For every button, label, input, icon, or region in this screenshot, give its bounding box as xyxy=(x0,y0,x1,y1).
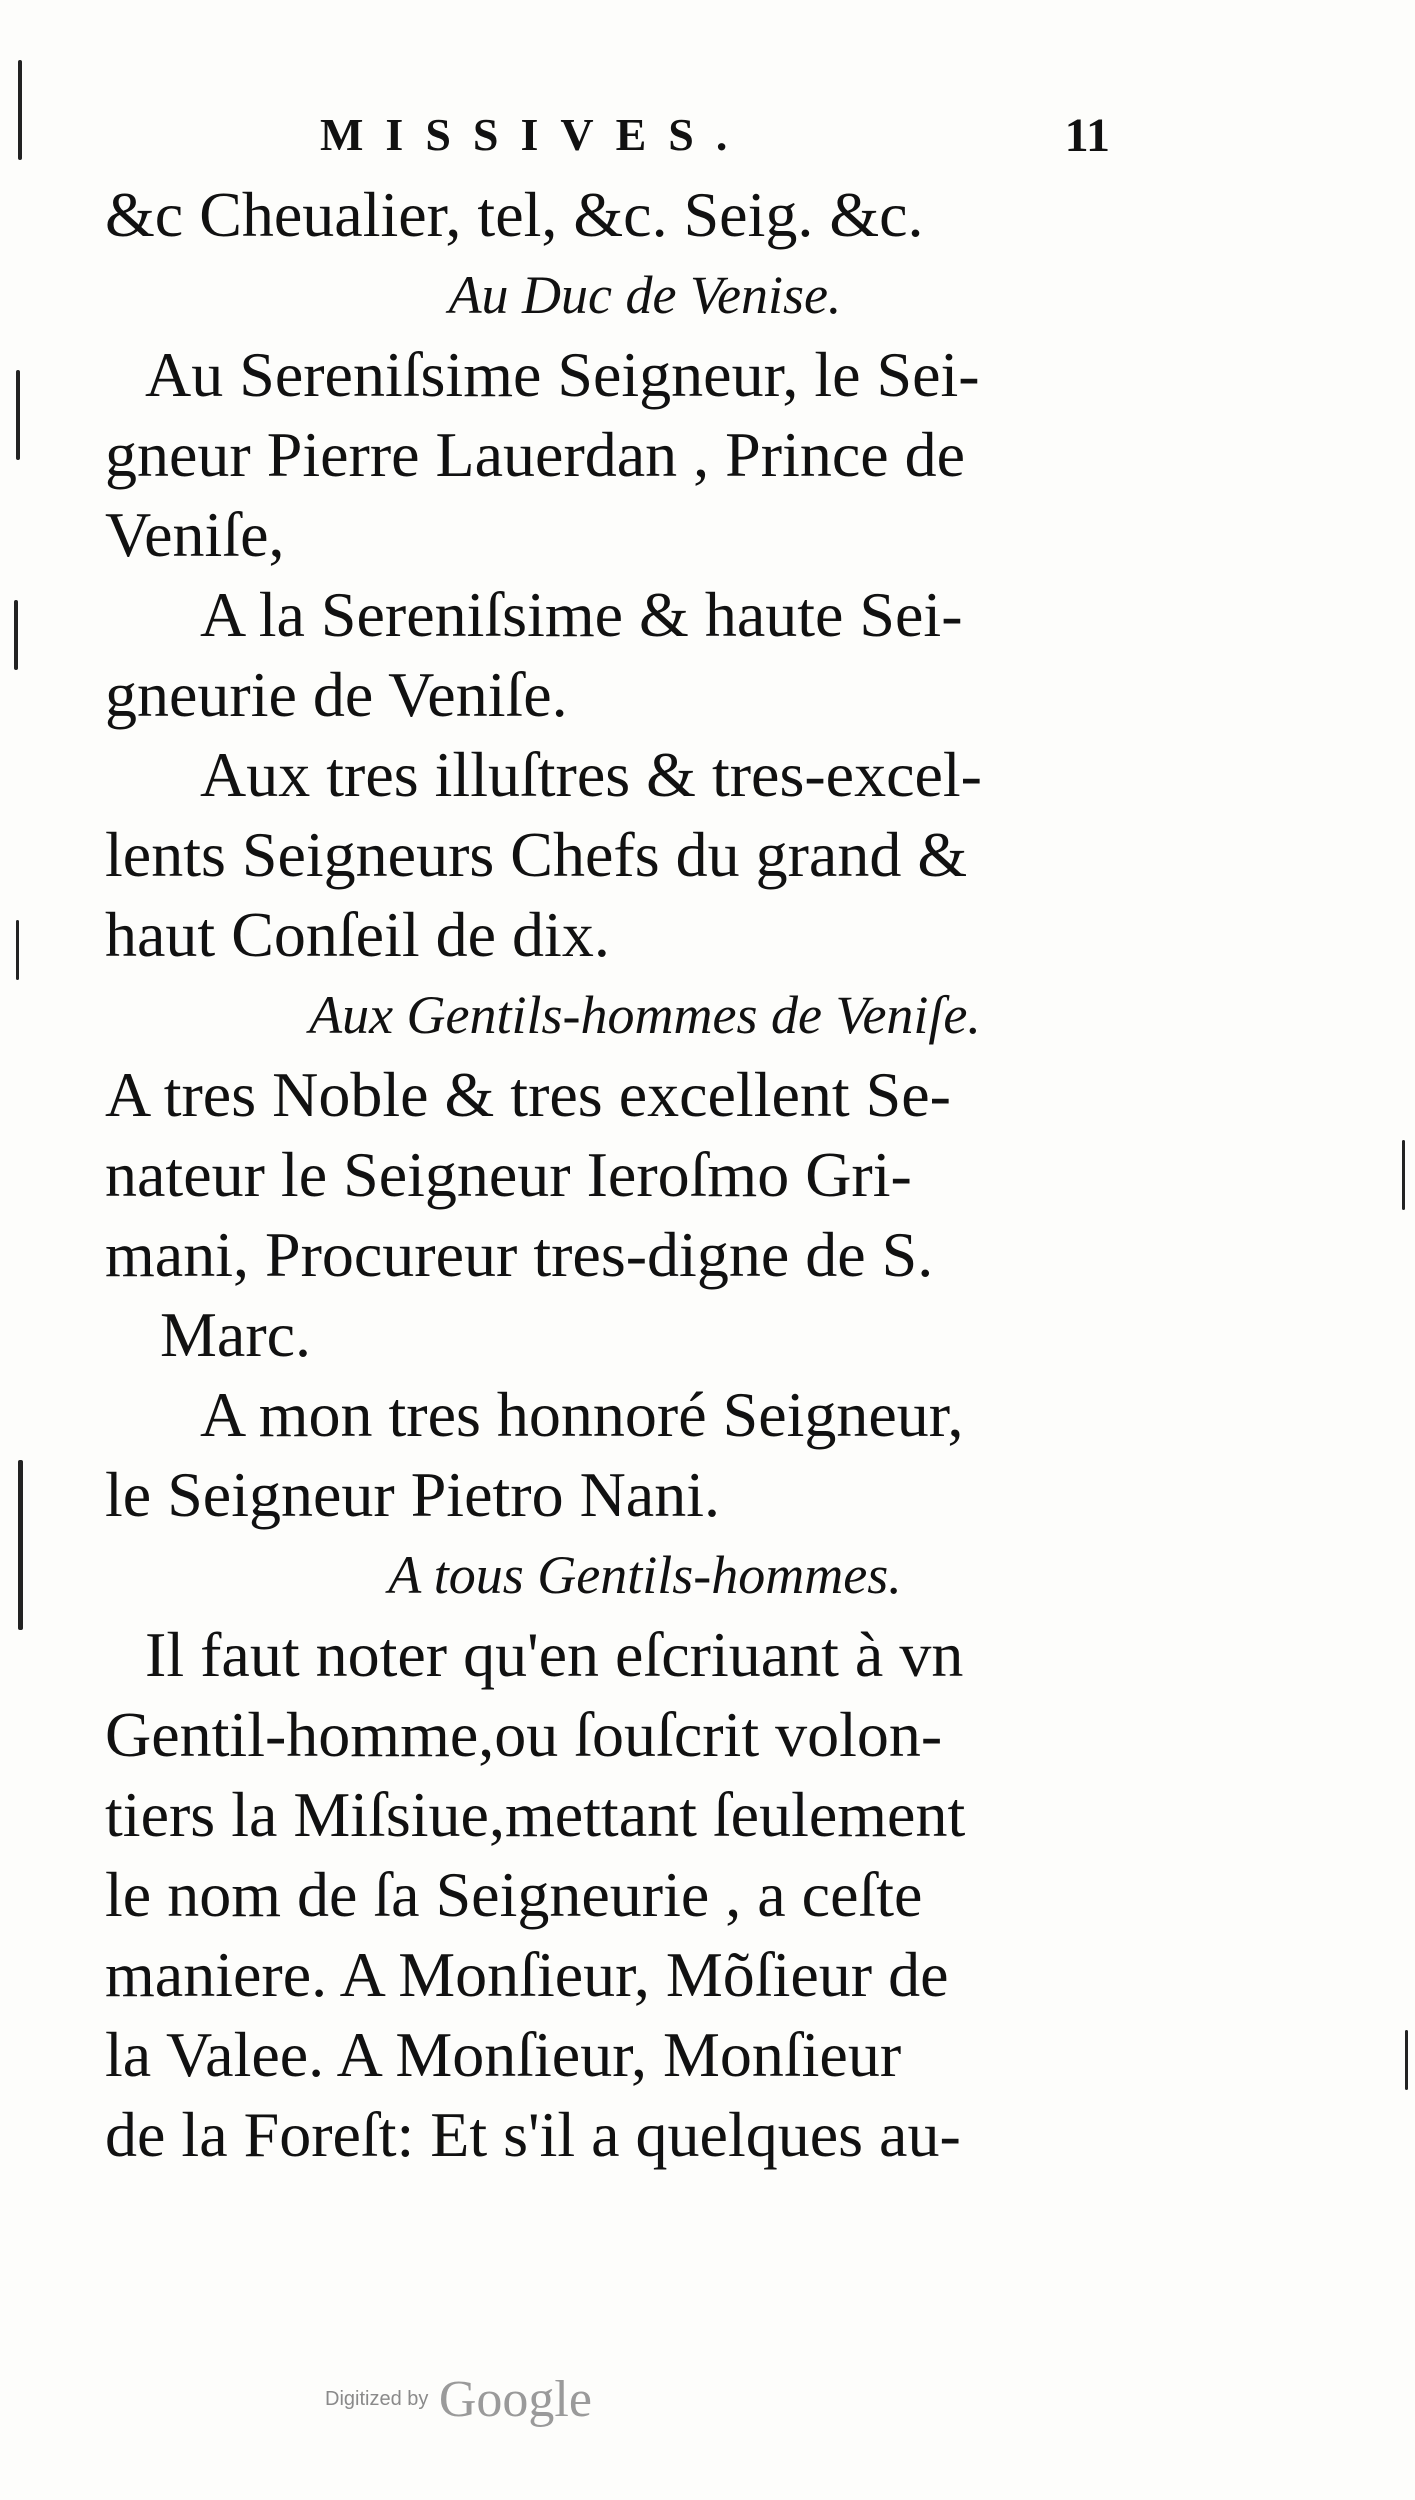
digitized-watermark xyxy=(325,2370,592,2429)
section-heading: Aux Gentils-hommes de Veniſe. xyxy=(309,985,981,1045)
text-line: Au Sereniſsime Seigneur, le Sei- xyxy=(145,339,980,410)
page-body xyxy=(105,175,1105,2175)
text-line: A mon tres honnoré Seigneur, xyxy=(200,1379,964,1450)
text-line: Aux tres illuſtres & tres-excel- xyxy=(200,739,982,810)
text-line: tiers la Miſsiue,mettant ſeulement xyxy=(105,1779,966,1850)
text-line: gneur Pierre Lauerdan , Prince de xyxy=(105,419,966,490)
margin-mark xyxy=(1402,1140,1405,1210)
text-line: Gentil-homme,ou ſouſcrit volon- xyxy=(105,1699,943,1770)
text-line: &c Cheualier, tel, &c. Seig. &c. xyxy=(105,179,924,250)
text-line: la Valee. A Monſieur, Monſieur xyxy=(105,2019,902,2090)
text-line: Veniſe, xyxy=(105,499,285,570)
page-header xyxy=(320,108,1110,168)
watermark-prefix: Digitized by xyxy=(325,2388,429,2410)
text-line: A tres Noble & tres excellent Se- xyxy=(105,1059,951,1130)
page-number: 11 xyxy=(1064,109,1110,162)
text-line: lents Seigneurs Chefs du grand & xyxy=(105,819,968,890)
text-line: haut Conſeil de dix. xyxy=(105,899,610,970)
section-heading: Au Duc de Venise. xyxy=(448,265,842,325)
running-title: MISSIVES. xyxy=(320,109,750,160)
margin-mark xyxy=(16,920,19,980)
margin-mark xyxy=(14,600,18,670)
text-line: Il faut noter qu'en eſcriuant à vn xyxy=(145,1619,964,1690)
text-line: de la Foreſt: Et s'il a quelques au- xyxy=(105,2099,961,2170)
text-line: Marc. xyxy=(160,1299,312,1370)
text-line: maniere. A Monſieur, Mõſieur de xyxy=(105,1939,949,2010)
text-line: A la Sereniſsime & haute Sei- xyxy=(200,579,963,650)
google-logo: Google xyxy=(438,2371,592,2428)
margin-mark xyxy=(18,1460,23,1630)
margin-mark xyxy=(18,60,22,160)
margin-mark xyxy=(1405,2030,1408,2090)
text-line: mani, Procureur tres-digne de S. xyxy=(105,1219,934,1290)
margin-mark xyxy=(16,370,20,460)
text-line: le Seigneur Pietro Nani. xyxy=(105,1459,720,1530)
section-heading: A tous Gentils-hommes. xyxy=(388,1545,902,1605)
text-line: gneurie de Veniſe. xyxy=(105,659,568,730)
text-line: le nom de ſa Seigneurie , a ceſte xyxy=(105,1859,923,1930)
text-line: nateur le Seigneur Ieroſmo Gri- xyxy=(105,1139,912,1210)
